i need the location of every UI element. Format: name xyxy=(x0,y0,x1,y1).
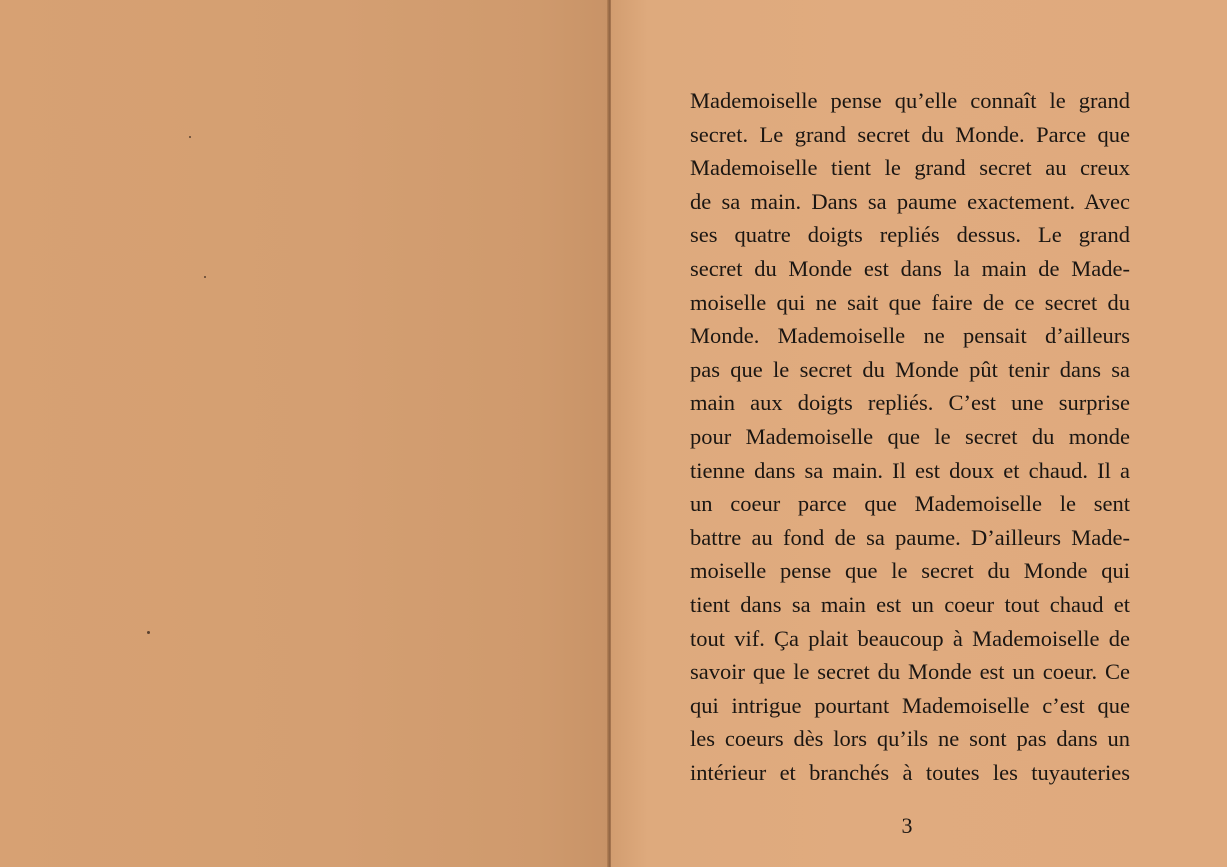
paper-speck xyxy=(204,276,206,278)
left-page-blank xyxy=(0,0,609,867)
text-line: moiselle qui ne sait que faire de ce secret du xyxy=(690,289,1130,315)
text-line: savoir que le secret du Monde est un coeur. Ce xyxy=(690,659,1130,685)
text-line: Monde. Mademoiselle ne pensait d’ailleurs xyxy=(690,323,1130,349)
text-line: secret du Monde est dans la main de Made- xyxy=(690,255,1130,281)
text-line: secret. Le grand secret du Monde. Parce que xyxy=(690,121,1130,147)
text-line: battre au fond de sa paume. D’ailleurs Made- xyxy=(690,524,1130,550)
text-line: un coeur parce que Mademoiselle le sent xyxy=(690,491,1130,517)
text-line: main aux doigts repliés. C’est une surprise xyxy=(690,390,1130,416)
text-line: pour Mademoiselle que le secret du monde xyxy=(690,423,1130,449)
text-line: tienne dans sa main. Il est doux et chaud. Il a xyxy=(690,457,1130,483)
paper-speck xyxy=(189,136,191,138)
page-number: 3 xyxy=(901,813,913,838)
paper-speck xyxy=(147,631,150,634)
right-page xyxy=(611,0,1227,867)
body-text xyxy=(690,84,1130,789)
text-line: tout vif. Ça plait beaucoup à Mademoiselle de xyxy=(690,625,1130,651)
text-line: tient dans sa main est un coeur tout chaud et xyxy=(690,591,1130,617)
text-line: pas que le secret du Monde pût tenir dans sa xyxy=(690,356,1130,382)
text-line: les coeurs dès lors qu’ils ne sont pas dans un xyxy=(690,726,1130,752)
text-line: ses quatre doigts repliés dessus. Le grand xyxy=(690,222,1130,248)
text-line: qui intrigue pourtant Mademoiselle c’est que xyxy=(690,692,1130,718)
text-line: de sa main. Dans sa paume exactement. Avec xyxy=(690,188,1130,214)
text-line: Mademoiselle pense qu’elle connaît le grand xyxy=(690,88,1130,113)
text-line: Mademoiselle tient le grand secret au creux xyxy=(690,155,1130,181)
text-line: moiselle pense que le secret du Monde qui xyxy=(690,558,1130,584)
text-line: intérieur et branchés à toutes les tuyauteries xyxy=(690,759,1130,785)
